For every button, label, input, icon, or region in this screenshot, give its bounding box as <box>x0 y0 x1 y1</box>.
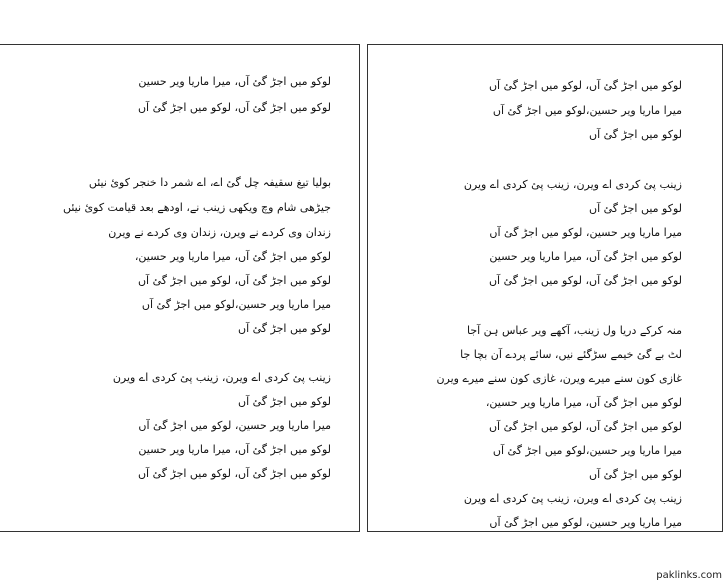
lyric-line: غازی کون سنے میرے ویرن، غازی کون سنے میرے ویرن <box>436 372 682 385</box>
lyric-line: بولیا تیغ سقیفہ چل گئ اے، اے شمر دا خنجر کوئ نیئں <box>88 176 331 189</box>
lyric-line: لوکو میں اجڑ گئ آں، میرا ماریا ویر حسین، <box>134 250 331 263</box>
lyric-line: لوکو میں اجڑ گئ آں <box>589 202 682 215</box>
lyric-line: لوکو میں اجڑ گئ آں، میرا ماریا ویر حسین <box>489 250 682 263</box>
right-page <box>367 44 723 532</box>
lyric-line: لوکو میں اجڑ گئ آں، لوکو میں اجڑ گئ آں <box>137 467 331 480</box>
lyric-line: لوکو میں اجڑ گئ آں، لوکو میں اجڑ گئ آں <box>137 101 331 114</box>
lyric-line: میرا ماریا ویر حسین، لوکو میں اجڑ گئ آں <box>489 226 682 239</box>
lyric-line: زینب پئ کردی اے ویرن، زینب پئ کردی اے ویرن <box>463 492 682 505</box>
lyric-line: میرا ماریا ویر حسین، لوکو میں اجڑ گئ آں <box>489 516 682 529</box>
lyric-line: لوکو میں اجڑ گئ آں <box>589 128 682 141</box>
lyric-line: لوکو میں اجڑ گئ آں، میرا ماریا ویر حسین <box>138 75 331 88</box>
lyric-line: منہ کرکے دریا ول زینب، آکھے ویر عباس ہن آجا <box>466 324 682 337</box>
lyric-line: لوکو میں اجڑ گئ آں، لوکو میں اجڑ گئ آں <box>488 79 682 92</box>
lyric-line: میرا ماریا ویر حسین،لوکو میں اجڑ گئ آں <box>492 104 682 117</box>
site-watermark: paklinks.com <box>656 570 722 581</box>
lyric-line: زندان وی کردے نے ویرن، زندان وی کردے نے ویرن <box>108 226 331 239</box>
lyric-line: زینب پئ کردی اے ویرن، زینب پئ کردی اے ویرن <box>112 371 331 384</box>
lyric-line: لٹ بے گئ خیمے سڑگئے نیں، سائے پردے آن بچا جا <box>460 348 682 361</box>
lyric-line: لوکو میں اجڑ گئ آں، لوکو میں اجڑ گئ آں <box>137 274 331 287</box>
left-page <box>0 44 360 532</box>
lyric-line: میرا ماریا ویر حسین، لوکو میں اجڑ گئ آں <box>138 419 331 432</box>
lyric-line: لوکو میں اجڑ گئ آں <box>589 468 682 481</box>
lyric-line: زینب پئ کردی اے ویرن، زینب پئ کردی اے ویرن <box>463 178 682 191</box>
lyric-line: لوکو میں اجڑ گئ آں، لوکو میں اجڑ گئ آں <box>488 420 682 433</box>
lyric-line: لوکو میں اجڑ گئ آں، لوکو میں اجڑ گئ آں <box>488 274 682 287</box>
lyric-line: جیڑھی شام وچ ویکھی زینب نے، اودھے بعد قیامت کوئ نیئں <box>62 201 331 214</box>
lyric-line: لوکو میں اجڑ گئ آں <box>238 322 331 335</box>
lyric-line: لوکو میں اجڑ گئ آں، میرا ماریا ویر حسین <box>138 443 331 456</box>
lyric-line: لوکو میں اجڑ گئ آں <box>238 395 331 408</box>
lyric-line: میرا ماریا ویر حسین،لوکو میں اجڑ گئ آں <box>492 444 682 457</box>
lyric-line: لوکو میں اجڑ گئ آں، میرا ماریا ویر حسین، <box>485 396 682 409</box>
lyric-line: میرا ماریا ویر حسین،لوکو میں اجڑ گئ آں <box>141 298 331 311</box>
